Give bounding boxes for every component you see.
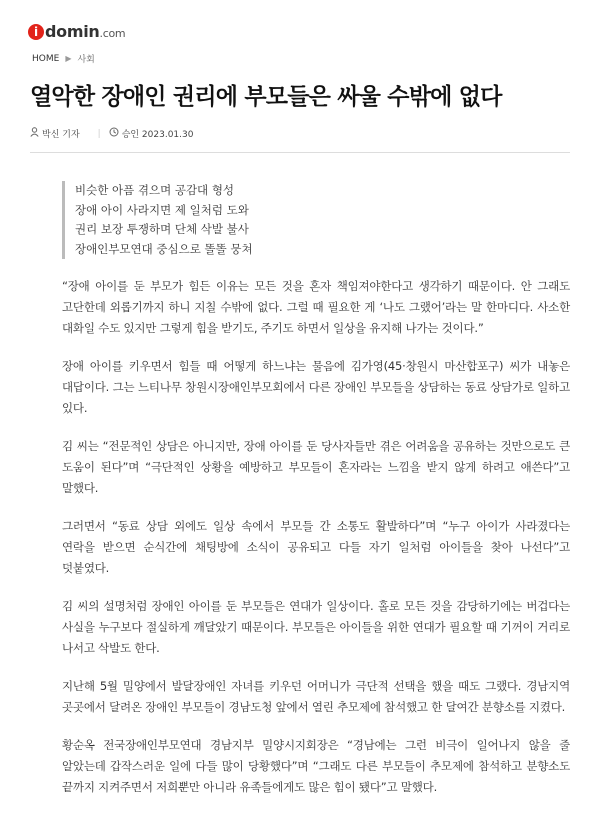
- site-logo[interactable]: [28, 22, 125, 41]
- subhead-line: 비슷한 아픔 겪으며 공감대 형성: [75, 183, 235, 197]
- chevron-right-icon: ▶: [65, 54, 72, 63]
- article-paragraph: “장애 아이를 둔 부모가 힘든 이유는 모든 것을 혼자 책임져야한다고 생각하기 때문이다. 안 그래도 고단한데 외롭기까지 하니 지칠 수밖에 없다. 그럴 때 필요한 게 ‘나도 그랬어’라는 말 한마디다. 사소한 대화일 수도 있지만 그렇게 힘을 받기도, 주기도 하면서 일상을 유지해 나가는 것이다.”: [62, 279, 570, 335]
- breadcrumb-section[interactable]: 사회: [77, 55, 95, 65]
- subhead-line: 장애 아이 사라지면 제 일처럼 도와: [75, 202, 249, 217]
- article-paragraph: 황순옥 전국장애인부모연대 경남지부 밀양시지회장은 “경남에는 그런 비극이 일어나지 않을 줄 알았는데 갑작스러운 일에 다들 많이 당황했다”며 “그래도 다른 부모들이 추모제에 참석하고 분향소도 끝까지 지켜주면서 저희뿐만 아니라 유족들에게도 많은 힘이 됐다”고 말했다.: [62, 738, 570, 794]
- logo-name: domin: [45, 22, 100, 41]
- meta-separator: |: [97, 128, 101, 139]
- author-name[interactable]: 박신 기자: [42, 130, 80, 140]
- clock-icon: [109, 127, 119, 140]
- article-meta: [30, 127, 193, 140]
- article-paragraph: 김 씨의 설명처럼 장애인 아이를 둔 부모들은 연대가 일상이다. 홀로 모든 것을 감당하기에는 버겁다는 사실을 누구보다 절실하게 깨달았기 때문이다. 부모들은 아이들을 위한 연대가 필요할 때 기꺼이 거리로 나서고 삭발도 한다.: [62, 599, 570, 655]
- subhead-line: 권리 보장 투쟁하며 단체 삭발 불사: [75, 222, 249, 236]
- logo-mark: i: [28, 24, 44, 40]
- article-paragraph: 그러면서 “동료 상담 외에도 일상 속에서 부모들 간 소통도 활발하다”며 “누구 아이가 사라졌다는 연락을 받으면 순식간에 채팅방에 소식이 공유되고 다들 자기 일처럼 아이들을 찾아 나선다”고 덧붙였다.: [62, 519, 570, 575]
- user-icon: [30, 127, 39, 140]
- logo-tld: .com: [99, 27, 126, 40]
- breadcrumb-home[interactable]: HOME: [32, 53, 60, 64]
- article-title: 열악한 장애인 권리에 부모들은 싸울 수밖에 없다: [30, 84, 502, 110]
- article-subheads: [62, 181, 253, 259]
- breadcrumb: [32, 52, 95, 65]
- subhead-line: 장애인부모연대 중심으로 똘똘 뭉쳐: [75, 241, 253, 256]
- article-paragraph: 장애 아이를 키우면서 힘들 때 어떻게 하느냐는 물음에 김가영(45·창원시 마산합포구) 씨가 내놓은 대답이다. 그는 느티나무 창원시장애인부모회에서 다른 장애인 부모들을 상담하는 동료 상담가로 일하고 있다.: [62, 359, 570, 415]
- approved-date: 승인 2023.01.30: [121, 130, 194, 140]
- article-body: [62, 276, 570, 815]
- article-paragraph: 지난해 5월 밀양에서 발달장애인 자녀를 키우던 어머니가 극단적 선택을 했을 때도 그랬다. 경남지역 곳곳에서 달려온 장애인 부모들이 경남도청 앞에서 열린 추모제에 참석했고 한 달여간 분향소를 지켰다.: [62, 679, 570, 714]
- header-divider: [30, 152, 570, 153]
- article-paragraph: 김 씨는 “전문적인 상담은 아니지만, 장애 아이를 둔 당사자들만 겪은 어려움을 공유하는 것만으로도 큰 도움이 된다”며 “극단적인 상황을 예방하고 부모들이 혼자라는 느낌을 받지 않게 하려고 애쓴다”고 말했다.: [62, 439, 570, 495]
